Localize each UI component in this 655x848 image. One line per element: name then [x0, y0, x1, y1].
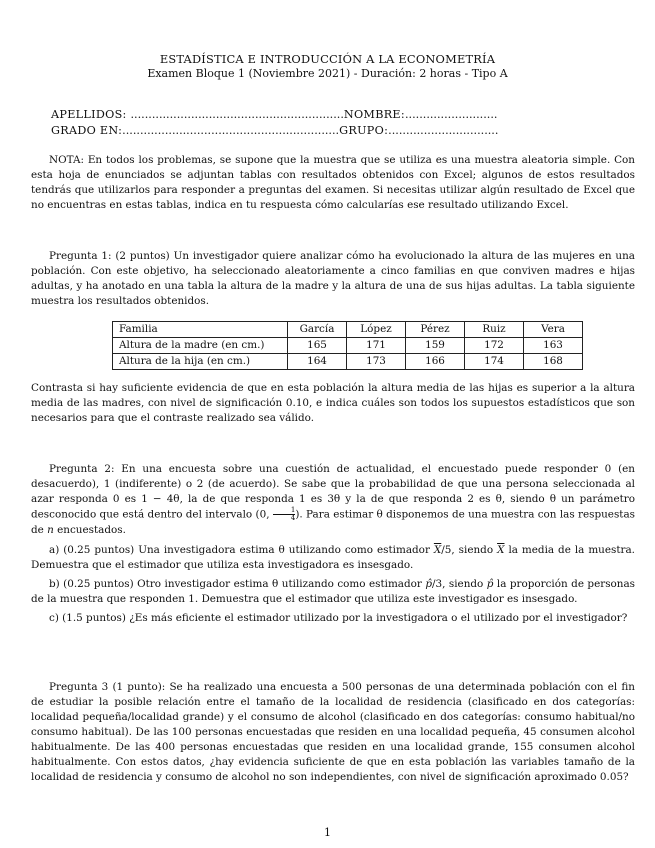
q2b-points: b) (0.25 puntos)	[49, 578, 134, 590]
grado-label: GRADO EN:	[51, 124, 123, 137]
table-cell: 171	[347, 338, 406, 354]
q2-label: Pregunta 2:	[49, 463, 115, 475]
nota-text: : En todos los problemas, se supone que la muestra que se utiliza es una muestra aleatoria simple. Con esta hoja de enunciados se adjuntan tablas con resultados obtenidos con Excel; algunos de estos resultados tendrás que utilizarlos para responder a preguntas del examen. Si necesitas utilizar algún resultado de Excel que no encuentras en estas tablas, indica en tu respuesta cómo calcularías ese resultado utilizando Excel.	[31, 154, 635, 211]
sample-mean-symbol: $\overline{X}$	[433, 544, 442, 556]
sample-mean-symbol-2: $\overline{X}$	[497, 544, 505, 556]
apellidos-label: APELLIDOS:	[51, 108, 127, 121]
table-header-row	[113, 322, 583, 338]
grupo-label: GRUPO:	[339, 124, 389, 137]
table-row	[113, 354, 583, 370]
nota-paragraph	[31, 153, 635, 213]
one-quarter-fraction	[273, 507, 295, 522]
q3-label: Pregunta 3	[49, 681, 109, 693]
table-cell: 173	[347, 354, 406, 370]
table-cell: Altura de la hija (en cm.)	[113, 354, 288, 370]
table-row	[113, 338, 583, 354]
q2c-points: c) (1.5 puntos)	[49, 612, 126, 624]
table-cell: Altura de la madre (en cm.)	[113, 338, 288, 354]
table-cell: 174	[465, 354, 524, 370]
table-cell: 159	[406, 338, 465, 354]
grupo-dots: ...............................	[388, 124, 499, 137]
apellidos-field	[51, 108, 497, 121]
question-3-paragraph	[31, 680, 635, 785]
exam-title: ESTADÍSTICA E INTRODUCCIÓN A LA ECONOMETRÍA	[159, 52, 496, 66]
grado-field	[51, 124, 498, 137]
table-cell: 163	[524, 338, 583, 354]
nombre-dots: ..........................	[404, 108, 498, 121]
proportion-estimator-symbol-2: p̂	[486, 578, 494, 590]
q2a-points: a) (0.25 puntos)	[49, 544, 135, 556]
q1-label: Pregunta 1:	[49, 250, 112, 262]
question-1-paragraph	[31, 249, 635, 309]
fraction-numerator: 1	[290, 506, 296, 514]
table-header-cell: Pérez	[406, 322, 465, 338]
table-header-cell: Ruiz	[465, 322, 524, 338]
question-2c-paragraph	[31, 611, 635, 626]
page-number: 1	[324, 826, 331, 839]
q2b-text-1: Otro investigador estima θ utilizando como estimador	[137, 578, 422, 590]
nombre-label: NOMBRE:	[343, 108, 405, 121]
q2c-text: ¿Es más eficiente el estimador utilizado por la investigadora o el utilizado por el investigador?	[129, 612, 628, 624]
table-cell: 172	[465, 338, 524, 354]
exam-subtitle: Examen Bloque 1 (Noviembre 2021) - Duración: 2 horas - Tipo A	[147, 67, 508, 80]
q2b-text-2: /3, siendo	[432, 578, 484, 590]
table-header-cell: López	[347, 322, 406, 338]
table-cell: 168	[524, 354, 583, 370]
table-cell: 164	[288, 354, 347, 370]
nota-label: NOTA	[49, 154, 81, 166]
heights-table	[112, 321, 583, 370]
q2b-text-3: la proporción de personas de la muestra que responden 1. Demuestra que el estimador que utiliza este investigador es insesgado.	[31, 578, 636, 605]
table-header-cell: Familia	[113, 322, 288, 338]
table-cell: 165	[288, 338, 347, 354]
q3-points: (1 punto):	[112, 681, 166, 693]
fraction-denominator: 4	[273, 514, 295, 522]
question-2b-paragraph	[31, 577, 635, 607]
q2-text-2: ). Para estimar θ disponemos de una muestra con las respuestas de	[31, 508, 635, 536]
q2-text-1: En una encuesta sobre una cuestión de actualidad, el encuestado puede responder 0 (en desacuerdo), 1 (indiferente) o 2 (de acuerdo). Se sabe que la probabilidad de que una persona seleccionada al azar responda 0 es 1 − 4θ, la de que responda 1 es 3θ y la de que responda 2 es θ, siendo θ un parámetro desconocido que está dentro del intervalo (0,	[31, 463, 635, 521]
question-1-instructions: Contrasta si hay suficiente evidencia de que en esta población la altura media de las hijas es superior a la altura media de las madres, con nivel de significación 0.10, e indica cuáles son todos los supuestos estadísticos que son necesarios para que el contraste realizado sea válido.	[31, 382, 635, 424]
question-2a-paragraph	[31, 543, 635, 573]
question-2-paragraph	[31, 462, 635, 538]
q3-text: Se ha realizado una encuesta a 500 personas de una determinada población con el fin de estudiar la posible relación entre el tamaño de la localidad de residencia (clasificado en dos categorías: localidad pequeña/localidad grande) y el consumo de alcohol (clasificado en dos categorías: consumo habitual/no consumo habitual). De las 100 personas encuestadas que residen en una localidad pequeña, 45 consumen alcohol habitualmente. De las 400 personas encuestadas que residen en una localidad grande, 155 consumen alcohol habitualmente. Con estos datos, ¿hay evidencia suficiente de que en esta población las variables tamaño de la localidad de residencia y consumo de alcohol no son independientes, con nivel de significación aproximado 0.05?	[31, 681, 635, 783]
q2-n-variable: n	[47, 523, 54, 536]
q2a-text-1: Una investigadora estima θ utilizando como estimador	[138, 544, 430, 556]
table-header-cell: García	[288, 322, 347, 338]
apellidos-dots: ............................................................	[130, 108, 344, 121]
q1-text: Un investigador quiere analizar cómo ha evolucionado la altura de las mujeres en una población. Con este objetivo, ha seleccionado aleatoriamente a cinco familias en que conviven madres e hijas adultas, y ha anotado en una tabla la altura de la madre y la altura de una de sus hijas adultas. La tabla siguiente muestra los resultados obtenidos.	[31, 250, 635, 307]
table-cell: 166	[406, 354, 465, 370]
q1-points: (2 puntos)	[115, 250, 170, 262]
q2a-text-2: /5, siendo	[441, 544, 494, 556]
table-header-cell: Vera	[524, 322, 583, 338]
proportion-estimator-symbol: p̂	[425, 578, 433, 590]
q2-text-4: encuestados.	[57, 523, 126, 536]
q2a-text-3: la media de la muestra. Demuestra que el estimador que utiliza esta investigadora es insesgado.	[31, 544, 635, 571]
grado-dots: .............................................................	[122, 124, 340, 137]
